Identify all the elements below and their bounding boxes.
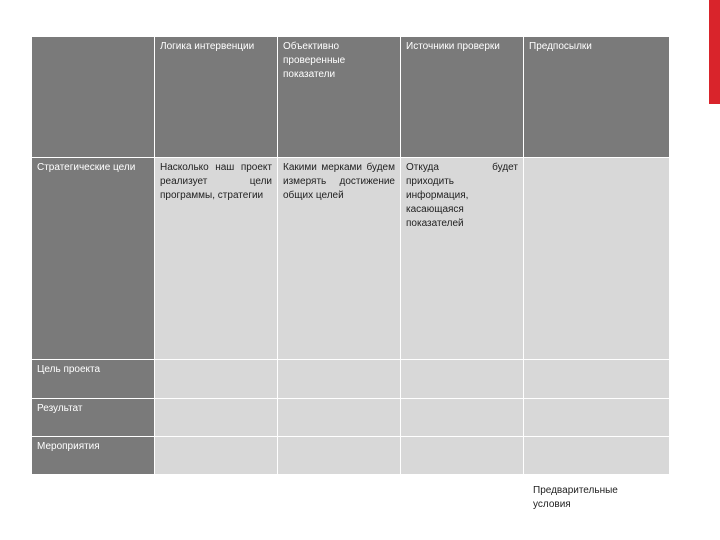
header-row [32,37,670,158]
row-label-strategic-goals: Стратегические цели [32,158,155,360]
table-cell [155,437,278,475]
table-row [32,399,670,437]
table-row [32,360,670,399]
table-cell: Откуда будет приходить информация, касающаяся показателей [401,158,524,360]
table-cell [524,437,670,475]
table-cell [278,399,401,437]
header-corner [32,37,155,158]
table-cell [401,399,524,437]
header-intervention-logic: Логика интервенции [155,37,278,158]
table-cell [524,399,670,437]
table-cell [155,360,278,399]
table-cell [278,437,401,475]
row-label-activities: Мероприятия [32,437,155,475]
row-label-project-goal: Цель проекта [32,360,155,399]
table-row [32,158,670,360]
table-cell [401,437,524,475]
row-label-result: Результат [32,399,155,437]
header-assumptions: Предпосылки [524,37,670,158]
table-cell [155,399,278,437]
accent-bar [709,0,720,104]
table-cell [401,360,524,399]
logframe-table [32,37,670,475]
table-cell: Какими мерками будем измерять достижение общих целей [278,158,401,360]
preconditions-note: Предварительные условия [533,485,618,510]
header-indicators: Объективно проверенные показатели [278,37,401,158]
table-row [32,437,670,475]
header-verification-sources: Источники проверки [401,37,524,158]
table-cell [524,158,670,360]
table-cell [278,360,401,399]
table-cell [524,360,670,399]
table-cell: Насколько наш проект реализует цели программы, стратегии [155,158,278,360]
